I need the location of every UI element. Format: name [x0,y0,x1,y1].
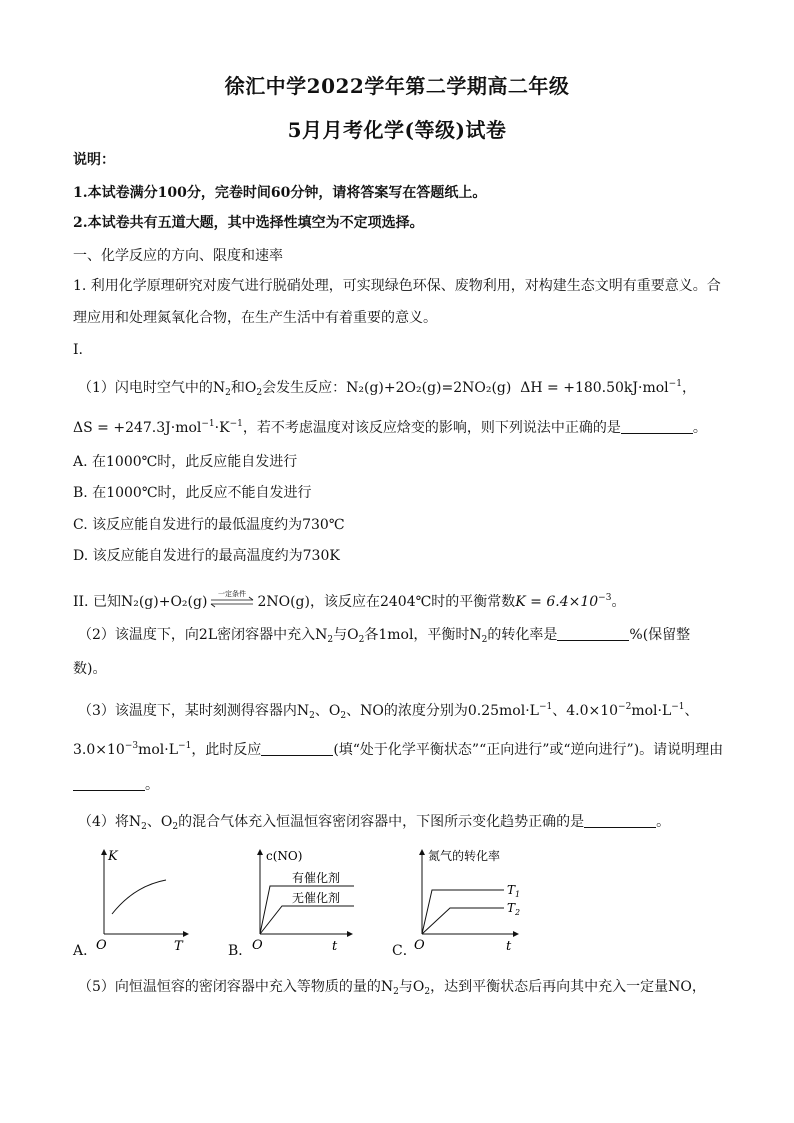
q1-intro-line2: 理应用和处理氮氧化合物，在生产生活中有着重要的意义。 [73,310,437,326]
instruction-item-2: 2.本试卷共有五道大题，其中选择性填空为不定项选择。 [73,215,424,231]
graph-B-x-label: t [332,939,338,954]
q1-sub5-line: （5）向恒温恒容的密闭容器中充入等物质的量的$N_2$与$O_2$，达到平衡状态后再向其中充入一定量NO， [78,979,706,997]
graph-B-label: B． [228,943,253,959]
answer-blank-3[interactable] [261,741,333,756]
graph-C-curve1-label: $T_1$ [507,883,521,899]
graph-C-curve-T1 [422,890,504,934]
graph-C [412,846,532,956]
graph-A-origin: O [96,938,107,953]
q1-part-II-line: II. 已知N₂(g)+O₂(g) 一定条件 2NO(g)，该反应在2404℃时的平衡常数$K = 6.4\times 10^{-3}$。 [73,590,626,610]
graph-A [94,846,194,956]
reaction-equation-2-left: N₂(g)+O₂(g) [120,594,208,610]
q1-intro-line1: 1. 利用化学原理研究对废气进行脱硝处理，可实现绿色环保、废物利用，对构建生态文明有重要意义。合 [73,278,721,294]
answer-blank-4[interactable] [73,776,145,791]
choice-B: B. 在1000℃时，此反应不能自发进行 [73,485,312,501]
exam-title-line1: 徐汇中学2022学年第二学期高二年级 [224,74,570,98]
choice-D: D. 该反应能自发进行的最高温度约为730K [73,548,340,564]
reaction-equation-2-right: 2NO(g) [257,594,310,610]
answer-blank-2[interactable] [557,626,629,641]
graph-B [250,846,360,956]
choice-A: A. 在1000℃时，此反应能自发进行 [73,454,298,470]
q1-sub4-line: （4）将$N_2$、$O_2$的混合气体充入恒温恒容密闭容器中，下图所示变化趋势正确的是 。 [78,814,671,832]
graph-B-curve1-label: 有催化剂 [292,871,341,885]
graph-C-curve2-label: $T_2$ [507,901,521,917]
q1-sub2-line2: 数)。 [73,661,107,677]
graph-A-curve [112,880,166,914]
q1-sub3-line1: （3）该温度下，某时刻测得容器内$N_2$、$O_2$、NO的浓度分别为$0.25mol\cdot L^{-1}$、$4.0\times 10^{-2}mol\cdot L^{-1}$、 [78,702,699,721]
graph-A-y-label: K [108,849,118,864]
graph-B-y-label: c(NO) [266,849,303,863]
answer-blank-5[interactable] [584,813,656,828]
instruction-item-1: 1.本试卷满分100分，完卷时间60分钟，请将答案写在答题纸上。 [73,185,487,201]
q1-sub1-line1: （1）闪电时空气中的$N_2$和$O_2$会发生反应：N₂(g)+2O₂(g)=2NO₂(g) ΔH = +180.50kJ·mol$^{-1}$， [78,379,696,398]
exam-title-line2: 5月月考化学(等级)试卷 [287,118,507,142]
graph-B-curve-no-catalyst [260,906,354,934]
graph-B-curve2-label: 无催化剂 [292,891,341,905]
graph-C-curve-T2 [422,908,504,934]
graph-C-origin: O [414,938,425,953]
arrow-condition-label: 一定条件 [218,590,247,598]
graph-C-x-label: t [506,939,512,954]
instructions-heading: 说明： [73,152,115,168]
graph-A-x-label: T [174,939,183,954]
graph-C-y-label: 氮气的转化率 [428,849,501,863]
choice-C: C. 该反应能自发进行的最低温度约为730℃ [73,517,345,533]
graph-A-label: A． [73,943,98,959]
section-1-heading: 一、化学反应的方向、限度和速率 [73,248,283,264]
q1-sub1-line2: $\Delta S = +247.3J\cdot mol^{-1}\cdot K^{-1}$，若不考虑温度对该反应焓变的影响，则下列说法中正确的是 。 [73,419,707,436]
answer-blank-1[interactable] [621,419,693,434]
reaction-equation-1: N₂(g)+2O₂(g)=2NO₂(g) [346,380,512,396]
graph-C-label: C． [392,943,417,959]
graph-B-origin: O [252,938,263,953]
equilibrium-arrow-icon [207,590,257,609]
q1-sub3-line2: $3.0\times 10^{-3}mol\cdot L^{-1}$，此时反应 (填“处于化学平衡状态”“正向进行”或“逆向进行”)。请说明理由 [73,741,724,758]
q1-sub3-line3: 。 [73,776,159,794]
q1-sub2-line1: （2）该温度下，向2L密闭容器中充入$N_2$与$O_2$各1mol，平衡时$N_2$的转化率是 %(保留整 [78,627,691,645]
q1-part-I: I. [73,342,83,358]
